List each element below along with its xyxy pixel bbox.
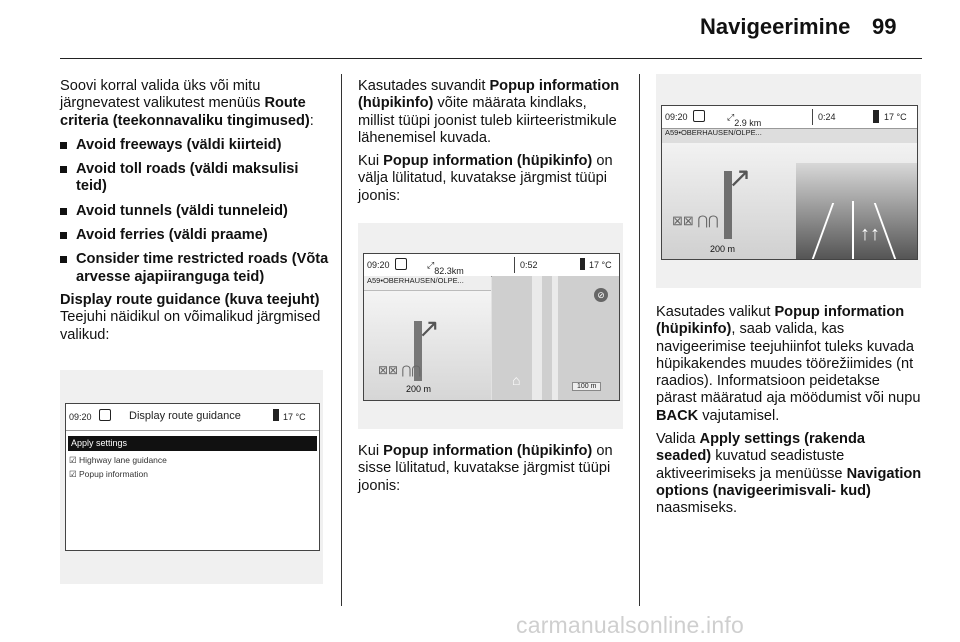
- lane-arrows-icon: ↑↑: [860, 223, 880, 245]
- list-item: Avoid freeways (väldi kiirteid): [60, 137, 332, 154]
- intro-paragraph: [60, 78, 332, 130]
- figure-route-guidance-settings: [60, 370, 323, 584]
- turn-arrow-icon: ↗: [728, 162, 752, 193]
- section-text: Teejuhi näidikul on võimalikud järgmised valikud:: [60, 309, 321, 343]
- road-name: A59•OBERHAUSEN/OLPE...: [665, 128, 762, 137]
- distance-to-turn: 200 m: [710, 244, 736, 254]
- vehicle-icon: ⌂: [512, 372, 521, 388]
- status-bar: [662, 106, 917, 129]
- map-view: [492, 276, 619, 400]
- chapter-title: Navigeerimine: [700, 14, 851, 39]
- list-item: Avoid ferries (väldi praame): [60, 227, 332, 244]
- figure-popup-on: [656, 74, 921, 288]
- figure-popup-off: [358, 223, 623, 429]
- time-remaining: 0:52: [520, 260, 538, 270]
- column-3: [656, 304, 924, 518]
- list-item: Avoid toll roads (väldi maksulisi teid): [60, 161, 332, 196]
- thermometer-icon: [273, 409, 279, 421]
- distance-readout: ⤢ 2.9 km: [727, 112, 762, 128]
- clock: 09:20: [69, 412, 92, 422]
- exit-sign-icon: ⊠⊠ ⋂⋂: [378, 363, 422, 377]
- highway-lane-guidance-option[interactable]: ☑ Highway lane guidance: [69, 455, 167, 465]
- intro-tail: :: [309, 112, 314, 129]
- column-1: [60, 78, 332, 344]
- apply-settings-row[interactable]: Apply settings: [68, 436, 317, 451]
- list-item: Consider time restricted roads (Võta arvesse ajapiiranguga teid): [60, 251, 332, 286]
- screen-title: Display route guidance: [129, 410, 241, 422]
- column-2: [358, 78, 624, 205]
- distance-to-turn: 200 m: [406, 384, 432, 394]
- column-2-lower: [358, 443, 624, 495]
- exit-sign-icon: ⊠⊠ ⋂⋂: [672, 213, 719, 228]
- paragraph-apply-settings: Valida Apply settings (rakenda seaded) kuvatud seadistuste aktiveerimiseks ja menüüsse Navigation options (navigeerimisvali- kud) naasmiseks.: [656, 431, 922, 517]
- paragraph-popup-other-modes: Kasutades valikut Popup information (hüpikinfo), saab valida, kas navigeerimise teejuhiinfot tuleks kuvada hüpikakendes muudes töörežiimides (nt raadios). Informatsioon peidetakse pärast määratud aja möödumist või nupu BACK vajutamisel.: [656, 304, 921, 424]
- navigation-icon: [99, 409, 111, 421]
- thermometer-icon: [873, 110, 879, 123]
- temperature: 17 °C: [283, 412, 306, 422]
- thermometer-icon: [580, 258, 585, 270]
- paragraph-popup-on: Kui Popup information (hüpikinfo) on sisse lülitatud, kuvatakse järgmist tüüpi joonis:: [358, 443, 613, 494]
- status-bar: [66, 404, 319, 431]
- time-remaining: 0:24: [818, 112, 836, 122]
- intro-menu-name: Route criteria (teekonnavaliku tingimused): [60, 95, 310, 129]
- screen-popup-on: [661, 105, 918, 260]
- page-number: 99: [872, 14, 897, 39]
- clock: 09:20: [367, 260, 390, 270]
- section-heading: Display route guidance (kuva teejuht): [60, 291, 320, 308]
- paragraph-popup-off: Kui Popup information (hüpikinfo) on välja lülitatud, kuvatakse järgmist tüüpi joonis:: [358, 153, 613, 204]
- header-rule: [60, 58, 922, 59]
- footer-watermark: carmanualsonline.info: [516, 612, 744, 638]
- lane-view: [796, 163, 917, 259]
- clock: 09:20: [665, 112, 688, 122]
- paragraph-popup-intro: Kasutades suvandit Popup information (hüpikinfo) võite määrata kindlaks, millist tüüpi joonist tuleb kiirteeristmikule lähenemisel kuvada.: [358, 78, 620, 146]
- temperature: 17 °C: [884, 112, 907, 122]
- popup-information-option[interactable]: ☑ Popup information: [69, 469, 148, 479]
- temperature: 17 °C: [589, 260, 612, 270]
- list-item: Avoid tunnels (väldi tunneleid): [60, 203, 332, 220]
- navigation-icon: [395, 258, 407, 270]
- turn-arrow-icon: ↗: [418, 313, 440, 343]
- column-divider-1: [341, 74, 342, 606]
- road-name: A59•OBERHAUSEN/OLPE...: [364, 276, 491, 291]
- intro-text: Soovi korral valida üks või mitu järgnevatest valikutest menüüs: [60, 78, 261, 112]
- status-bar: [364, 254, 619, 277]
- guidance-panel: [364, 291, 491, 400]
- navigation-icon: [693, 110, 705, 122]
- screen-settings: [65, 403, 320, 551]
- junction-view: [662, 143, 917, 259]
- column-divider-2: [639, 74, 640, 606]
- distance-readout: ⤢ 82.3km: [427, 260, 464, 276]
- compass-icon: ⊘: [594, 288, 608, 302]
- map-scale: 100 m: [572, 382, 601, 391]
- screen-map-popup-off: [363, 253, 620, 401]
